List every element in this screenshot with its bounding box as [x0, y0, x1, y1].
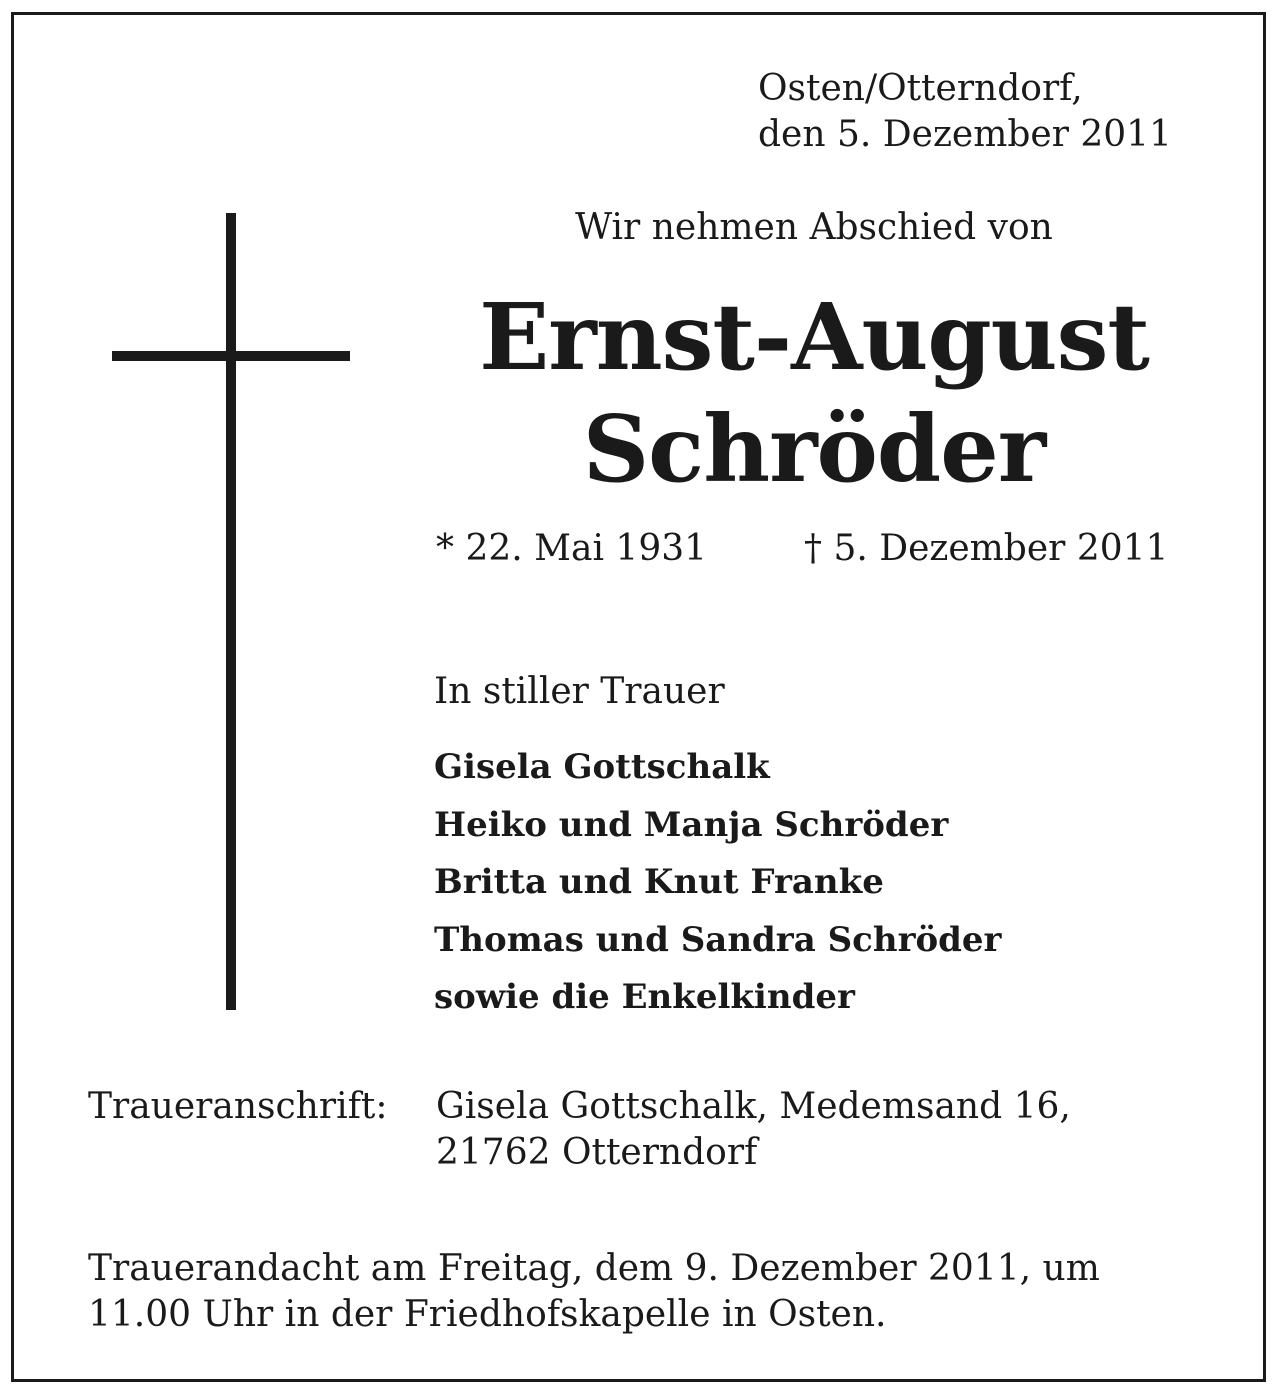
mourners-list — [434, 739, 1001, 1027]
mourners-label: In stiller Trauer — [434, 671, 725, 712]
address-block — [436, 1084, 1071, 1176]
mourner-name: Gisela Gottschalk — [434, 747, 770, 787]
service-line-2: 11.00 Uhr in der Friedhofskapelle in Osten. — [88, 1294, 887, 1335]
mourner-name: Britta und Knut Franke — [434, 862, 884, 902]
address-line-1: Gisela Gottschalk, Medemsand 16, — [436, 1086, 1071, 1127]
deceased-last-name: Schröder — [582, 395, 1046, 503]
cross-horizontal-bar — [112, 351, 350, 361]
address-line-2: 21762 Otterndorf — [436, 1132, 758, 1173]
service-line-1: Trauerandacht am Freitag, dem 9. Dezember 2011, um — [88, 1248, 1100, 1289]
cross-vertical-bar — [226, 213, 236, 1010]
deceased-first-name: Ernst-August — [479, 283, 1149, 391]
date-text: den 5. Dezember 2011 — [758, 114, 1172, 155]
intro-text: Wir nehmen Abschied von — [575, 207, 1053, 248]
death-date: † 5. Dezember 2011 — [804, 528, 1169, 569]
birth-date: * 22. Mai 1931 — [436, 528, 708, 569]
place-date-block — [758, 66, 1172, 158]
mourner-name: Thomas und Sandra Schröder — [434, 919, 1002, 960]
place-text: Osten/Otterndorf, — [758, 68, 1083, 109]
address-label: Traueranschrift: — [88, 1086, 388, 1127]
mourner-name: sowie die Enkelkinder — [434, 977, 855, 1017]
service-block — [88, 1246, 1100, 1338]
mourner-name: Heiko und Manja Schröder — [434, 804, 949, 845]
